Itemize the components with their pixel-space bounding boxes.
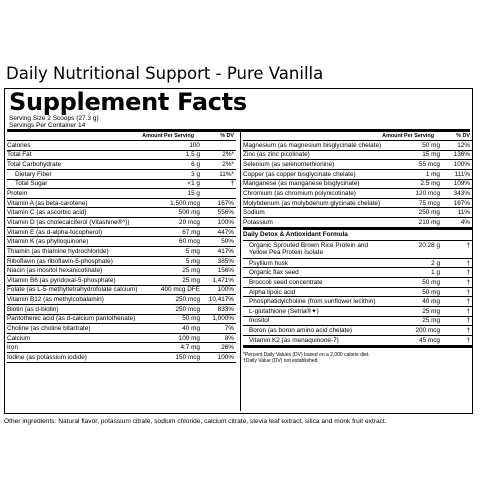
nutrient-amount: 120 mcg	[415, 190, 440, 198]
nutrient-name: Total Fat	[7, 151, 32, 159]
nutrient-amount: 100 mg	[178, 334, 200, 342]
nutrient-row	[243, 189, 472, 199]
nutrient-row	[243, 317, 472, 327]
nutrient-name: Riboflavin (as riboflavin-5-phosphate)	[7, 257, 113, 265]
nutrient-name: Potassium	[243, 218, 273, 226]
amount-header: Amount Per Serving	[142, 133, 194, 139]
nutrient-row	[243, 268, 472, 278]
nutrient-dv: 156%	[217, 267, 234, 275]
nutrient-dv: 833%	[217, 305, 234, 313]
nutrient-row	[7, 257, 236, 267]
nutrient-amount: 5 mg	[185, 257, 200, 265]
nutrient-dv: 167%	[217, 199, 234, 207]
nutrient-row	[243, 151, 472, 161]
nutrient-row	[7, 160, 236, 170]
nutrient-dv: 343%	[453, 190, 470, 198]
right-column	[243, 132, 472, 364]
nutrient-name: L-glutathione (Setria®✦)	[249, 308, 319, 316]
nutrient-dv: †	[466, 278, 470, 286]
nutrient-name: Organic Sprouted Brown Rice Protein and Yellow Pea Protein Isolate	[249, 241, 369, 256]
nutrient-name: Total Sugar	[15, 180, 48, 188]
nutrient-row	[7, 218, 236, 228]
nutrient-amount: 100	[189, 141, 200, 149]
footnotes	[243, 346, 472, 364]
nutrient-amount: 55 mcg	[419, 161, 440, 169]
nutrient-name: Biotin (as d-biotin)	[7, 305, 59, 313]
nutrient-name: Vitamin D (as cholecalciferol (Vitashine®^))	[7, 218, 130, 226]
nutrient-dv: 100%	[217, 218, 234, 226]
nutrient-dv: 385%	[217, 257, 234, 265]
nutrient-name: Folate (as L-5-methyltetrahydrofolate calcium)	[7, 286, 138, 294]
nutrient-name: Phosphatidylcholine (from sunflower lecithin)	[249, 298, 376, 306]
nutrient-name: Vitamin K2 (as menaquinone-7)	[249, 336, 339, 344]
panel-title: Supplement Facts	[9, 88, 247, 116]
nutrient-dv: †	[466, 298, 470, 306]
nutrient-row	[243, 199, 472, 209]
nutrient-row	[7, 295, 236, 305]
right-rows	[243, 141, 472, 228]
nutrient-name: Broccoli seed concentrate	[249, 278, 323, 286]
nutrient-name: Calories	[7, 141, 31, 149]
nutrient-dv: †	[466, 288, 470, 296]
nutrient-dv: †	[466, 336, 470, 344]
nutrient-dv: 11%*	[219, 170, 234, 178]
nutrient-dv: 50%	[221, 238, 234, 246]
nutrient-row	[7, 334, 236, 344]
nutrient-row	[243, 288, 472, 298]
nutrient-dv: 109%	[453, 180, 470, 188]
nutrient-name: Boron (as boron amino acid chelate)	[249, 327, 353, 335]
left-column-header	[7, 132, 236, 141]
nutrient-name: Selenium (as selenomethionine)	[243, 161, 335, 169]
nutrient-name: Zinc (as zinc picolinate)	[243, 151, 310, 159]
nutrient-amount: 25 mg	[422, 317, 440, 325]
nutrient-name: Thiamin (as thiamine hydrochloride)	[7, 247, 109, 255]
nutrient-row	[7, 228, 236, 238]
nutrient-row	[243, 208, 472, 218]
nutrient-amount: 2 g	[431, 259, 440, 267]
right-column-header	[243, 132, 472, 141]
nutrient-amount: 250 mcg	[175, 305, 200, 313]
nutrient-name: Vitamin B12 (as methylcobalamin)	[7, 296, 104, 304]
nutrient-row	[243, 180, 472, 190]
nutrient-name: Vitamin C (as ascorbic acid)	[7, 209, 87, 217]
nutrient-amount: 6 g	[191, 161, 200, 169]
nutrient-name: Sodium	[243, 209, 265, 217]
nutrient-dv: 111%	[454, 170, 470, 178]
nutrient-name: Iodine (as potassium iodide)	[7, 353, 87, 361]
other-ingredients: Other ingredients: Natural flavor, potassium citrate, sodium chloride, calcium citrate, stevia leaf extract, silica and monk fruit extract.	[4, 418, 387, 425]
nutrient-row	[7, 266, 236, 276]
nutrient-row	[7, 276, 236, 286]
nutrient-dv: †	[466, 317, 470, 325]
serving-info	[9, 115, 99, 129]
nutrient-amount: 60 mcg	[179, 238, 200, 246]
nutrient-name: Protein	[7, 190, 28, 198]
nutrient-dv: †	[230, 180, 234, 188]
nutrient-dv: 100%	[217, 286, 234, 294]
nutrient-row	[7, 170, 236, 180]
product-title: Daily Nutritional Support - Pure Vanilla	[6, 64, 324, 83]
nutrient-name: Vitamin B6 (as pyridoxal-5-phosphate)	[7, 276, 116, 284]
nutrient-amount: 250 mcg	[175, 296, 200, 304]
nutrient-row	[7, 324, 236, 334]
nutrient-amount: 45 mcg	[419, 336, 440, 344]
nutrient-amount: 40 mg	[422, 298, 440, 306]
nutrient-amount: 2.5 mg	[420, 180, 440, 188]
footnote-dv: *Percent Daily Values (DV) based on a 2,000 calorie diet.	[243, 351, 370, 358]
nutrient-row	[243, 307, 472, 317]
nutrient-amount: 5 mg	[185, 247, 200, 255]
nutrient-name: Chromium (as chromium polynicotinate)	[243, 190, 356, 198]
left-column	[7, 132, 236, 363]
nutrient-amount: 500 mg	[178, 209, 200, 217]
nutrient-row	[243, 297, 472, 307]
nutrient-row	[243, 170, 472, 180]
nutrient-row	[243, 336, 472, 346]
nutrient-amount: 20 mcg	[179, 218, 200, 226]
nutrient-name: Vitamin E (as d-alpha-tocopherol)	[7, 228, 103, 236]
nutrient-dv: 2%*	[222, 161, 234, 169]
nutrient-amount: 15 mg	[422, 151, 440, 159]
nutrient-amount: 210 mg	[418, 218, 440, 226]
nutrient-row	[7, 353, 236, 363]
nutrient-row	[243, 278, 472, 288]
dv-header: % DV	[220, 133, 234, 139]
nutrient-dv: 417%	[217, 247, 234, 255]
nutrient-dv: 447%	[217, 228, 234, 236]
dv-header: % DV	[456, 133, 470, 139]
nutrient-dv: 136%	[453, 151, 470, 159]
nutrient-dv: †	[466, 241, 470, 249]
nutrient-row	[7, 208, 236, 218]
nutrient-dv: 1,471%	[212, 276, 234, 284]
nutrient-row	[7, 237, 236, 247]
nutrient-row	[243, 241, 472, 259]
nutrient-dv: †	[466, 307, 470, 315]
nutrient-amount: 25 mg	[422, 307, 440, 315]
amount-header: Amount Per Serving	[382, 133, 434, 139]
serving-size: Serving Size 2 Scoops (27.3 g)	[9, 115, 99, 122]
nutrient-amount: <1 g	[187, 180, 200, 188]
servings-per-container: Servings Per Container 14	[9, 122, 86, 129]
nutrient-name: Pantothenic acid (as d-calcium pantothenate)	[7, 315, 136, 323]
nutrient-name: Molybdenum (as molybdenum glycinate chelate)	[243, 199, 381, 207]
column-divider	[240, 132, 241, 411]
nutrient-amount: 50 mg	[422, 141, 440, 149]
nutrient-name: Magnesium (as magnesium bisglycinate chelate)	[243, 141, 382, 149]
nutrient-dv: 167%	[453, 199, 470, 207]
detox-section-title: Daily Detox & Antioxidant Formula	[243, 228, 472, 241]
nutrient-amount: 4.7 mg	[180, 344, 200, 352]
nutrient-dv: 1,000%	[212, 315, 234, 323]
nutrient-dv: 100%	[217, 353, 234, 361]
nutrient-row	[7, 305, 236, 315]
nutrient-amount: 50 mg	[422, 278, 440, 286]
nutrient-row	[7, 180, 236, 190]
nutrient-row	[243, 141, 472, 151]
nutrient-name: Niacin (as inositol hexanicotinate)	[7, 267, 103, 275]
nutrient-row	[7, 199, 236, 209]
nutrient-dv: 556%	[217, 209, 234, 217]
nutrient-row	[243, 160, 472, 170]
nutrient-dv: 10,417%	[208, 296, 234, 304]
nutrient-amount: 1.5 g	[185, 151, 200, 159]
nutrient-amount: 50 mg	[182, 315, 200, 323]
nutrient-name: Calcium	[7, 334, 31, 342]
nutrient-amount: 20.28 g	[418, 241, 440, 249]
nutrient-amount: 75 mcg	[419, 199, 440, 207]
nutrient-row	[7, 343, 236, 353]
nutrient-amount: 250 mg	[418, 209, 440, 217]
nutrient-amount: 67 mg	[182, 228, 200, 236]
nutrient-amount: 1 mg	[425, 170, 440, 178]
nutrient-amount: 400 mcg DFE	[160, 286, 200, 294]
nutrient-name: Choline (as choline bitartrate)	[7, 324, 91, 332]
nutrient-name: Psyllium husk	[249, 259, 289, 267]
detox-rows	[243, 241, 472, 346]
footnote-dagger: †Daily Value (DV) not established.	[243, 357, 319, 364]
nutrient-amount: 15 g	[187, 190, 200, 198]
nutrient-name: Manganese (as manganese bisglycinate)	[243, 180, 360, 188]
nutrient-row	[243, 326, 472, 336]
nutrient-row	[7, 315, 236, 325]
nutrient-dv: 4%	[460, 218, 470, 226]
nutrient-amount: 3 g	[191, 170, 200, 178]
nutrient-amount: 200 mcg	[415, 327, 440, 335]
nutrient-name: Vitamin A (as beta-carotene)	[7, 199, 88, 207]
nutrient-amount: 40 mg	[182, 324, 200, 332]
nutrient-row	[7, 247, 236, 257]
left-rows	[7, 141, 236, 363]
nutrient-dv: 2%*	[222, 151, 234, 159]
nutrient-dv: 11%	[457, 209, 470, 217]
nutrient-row	[243, 218, 472, 228]
nutrient-dv: †	[466, 269, 470, 277]
supplement-facts-panel	[4, 88, 473, 414]
nutrient-dv: 26%	[221, 344, 234, 352]
nutrient-name: Vitamin K (as phylloquinone)	[7, 238, 89, 246]
nutrient-amount: 1,500 mcg	[170, 199, 200, 207]
nutrient-amount: 25 mg	[182, 276, 200, 284]
nutrient-name: Inositol	[249, 317, 270, 325]
nutrient-name: Dietary Fiber	[15, 170, 52, 178]
nutrient-dv: †	[466, 327, 470, 335]
nutrient-dv: 8%	[224, 334, 234, 342]
nutrient-row	[243, 259, 472, 269]
nutrient-amount: 1 g	[431, 269, 440, 277]
nutrient-dv: †	[466, 259, 470, 267]
nutrient-amount: 25 mg	[182, 267, 200, 275]
nutrient-amount: 50 mg	[422, 288, 440, 296]
nutrient-row	[7, 189, 236, 199]
nutrient-dv: 100%	[453, 161, 470, 169]
nutrient-amount: 150 mcg	[175, 353, 200, 361]
nutrient-row	[7, 151, 236, 161]
nutrient-name: Organic flax seed	[249, 269, 299, 277]
nutrient-name: Total Carbohydrate	[7, 161, 61, 169]
nutrient-name: Copper (as copper bisglycinate chelate)	[243, 170, 356, 178]
nutrient-row	[7, 286, 236, 296]
nutrient-name: Iron	[7, 344, 19, 352]
nutrient-dv: 12%	[457, 141, 470, 149]
nutrient-row	[7, 141, 236, 151]
nutrient-dv: 7%	[224, 324, 234, 332]
nutrient-name: Alpha lipoic acid	[249, 288, 296, 296]
